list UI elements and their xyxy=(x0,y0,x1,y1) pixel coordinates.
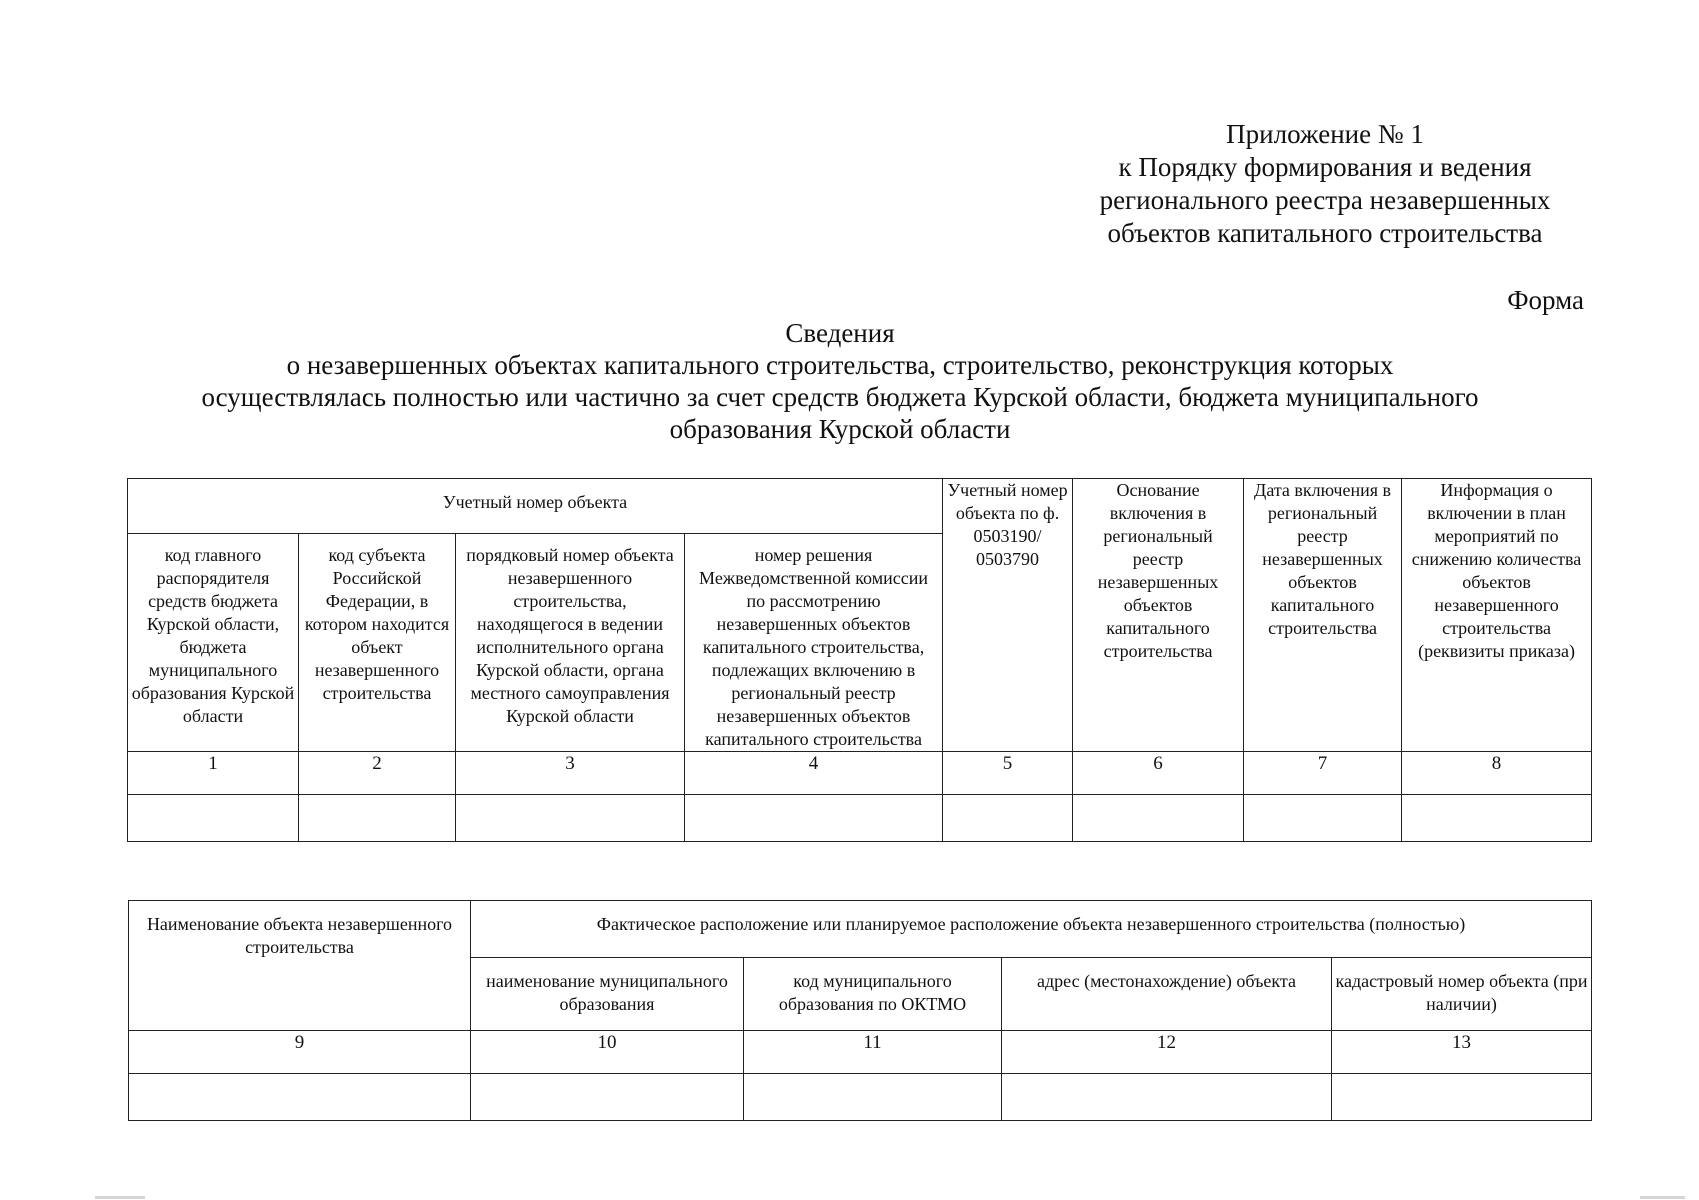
column-number: 12 xyxy=(1002,1031,1332,1074)
data-cell xyxy=(129,1074,471,1121)
data-cell xyxy=(744,1074,1002,1121)
data-cell xyxy=(685,795,943,842)
appendix-line: регионального реестра незавершенных xyxy=(1099,185,1551,215)
header-col-5: Учетный номер объекта по ф. 0503190/ 0503790 xyxy=(943,479,1073,752)
column-number: 9 xyxy=(129,1031,471,1074)
column-number: 6 xyxy=(1073,752,1244,795)
header-col-8: Информация о включении в план мероприятий по снижению количества объектов незавершенного строительства (реквизиты приказа) xyxy=(1402,479,1592,752)
data-row xyxy=(129,1074,1592,1121)
title-line: образования Курской области xyxy=(669,414,1011,444)
title-line: Сведения xyxy=(785,318,895,348)
appendix-header xyxy=(1060,118,1590,250)
data-row xyxy=(128,795,1592,842)
column-number: 8 xyxy=(1402,752,1592,795)
data-cell xyxy=(1402,795,1592,842)
column-number: 3 xyxy=(456,752,685,795)
header-col-3: порядковый номер объекта незавершенного строительства, находящегося в ведении исполнительного органа Курской области, органа местного самоуправления Курской области xyxy=(456,534,685,752)
header-account-number: Учетный номер объекта xyxy=(128,479,943,534)
header-col-2: код субъекта Российской Федерации, в котором находится объект незавершенного строительства xyxy=(299,534,456,752)
column-number-row xyxy=(129,1031,1592,1074)
data-cell xyxy=(456,795,685,842)
document-title xyxy=(150,317,1530,445)
data-cell xyxy=(1073,795,1244,842)
column-number: 13 xyxy=(1332,1031,1592,1074)
form-label: Форма xyxy=(1507,285,1584,315)
title-line: осуществлялась полностью или частично за счет средств бюджета Курской области, бюджета муниципального xyxy=(201,382,1479,412)
registry-table-1 xyxy=(127,478,1592,842)
column-number: 10 xyxy=(471,1031,744,1074)
column-number: 5 xyxy=(943,752,1073,795)
column-number-row xyxy=(128,752,1592,795)
header-col-4: номер решения Межведомственной комиссии по рассмотрению незавершенных объектов капитального строительства, подлежащих включению в региональный реестр незавершенных объектов капитального строительства xyxy=(685,534,943,752)
appendix-line: к Порядку формирования и ведения xyxy=(1118,152,1532,182)
scan-artifact xyxy=(1640,1196,1685,1199)
data-cell xyxy=(128,795,299,842)
column-number: 11 xyxy=(744,1031,1002,1074)
scan-artifact xyxy=(95,1196,145,1199)
appendix-line: объектов капитального строительства xyxy=(1107,218,1543,248)
header-col-11: код муниципального образования по ОКТМО xyxy=(744,958,1002,1031)
header-col-10: наименование муниципального образования xyxy=(471,958,744,1031)
header-col-1: код главного распорядителя средств бюджета Курской области, бюджета муниципального образования Курской области xyxy=(128,534,299,752)
column-number: 1 xyxy=(128,752,299,795)
column-number: 7 xyxy=(1244,752,1402,795)
appendix-line: Приложение № 1 xyxy=(1226,119,1424,149)
header-col-13: кадастровый номер объекта (при наличии) xyxy=(1332,958,1592,1031)
data-cell xyxy=(299,795,456,842)
data-cell xyxy=(1332,1074,1592,1121)
data-cell xyxy=(1002,1074,1332,1121)
header-object-name: Наименование объекта незавершенного строительства xyxy=(129,901,471,1031)
header-col-6: Основание включения в региональный реестр незавершенных объектов капитального строительства xyxy=(1073,479,1244,752)
registry-table-2 xyxy=(128,900,1592,1121)
header-col-12: адрес (местонахождение) объекта xyxy=(1002,958,1332,1031)
header-location: Фактическое расположение или планируемое расположение объекта незавершенного строительства (полностью) xyxy=(471,901,1592,958)
data-cell xyxy=(471,1074,744,1121)
header-col-7: Дата включения в региональный реестр незавершенных объектов капитального строительства xyxy=(1244,479,1402,752)
title-line: о незавершенных объектах капитального строительства, строительство, реконструкция которых xyxy=(286,350,1394,380)
data-cell xyxy=(1244,795,1402,842)
data-cell xyxy=(943,795,1073,842)
column-number: 4 xyxy=(685,752,943,795)
column-number: 2 xyxy=(299,752,456,795)
